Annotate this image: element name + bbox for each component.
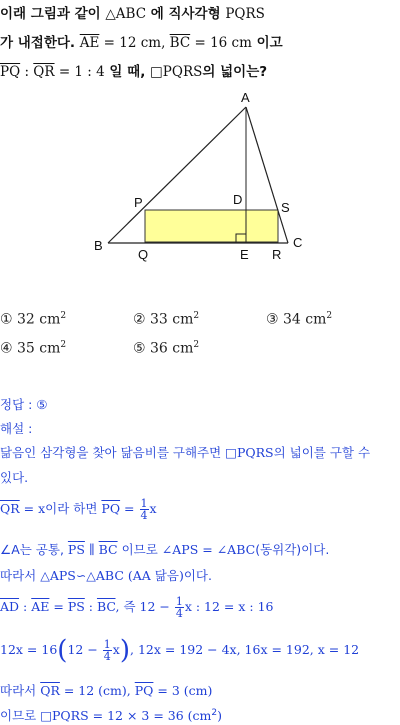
label-b: B [94, 238, 103, 253]
label-r: R [272, 247, 282, 262]
fraction-one-quarter: $\frac{1}{4}$ [140, 497, 148, 522]
problem-line-3: $\overline{PQ}$ : $\overline{QR} = 1$ : 4 일 때, □PQRS의 넓이는? [0, 64, 268, 80]
triangle-figure [0, 85, 400, 270]
choice-5[interactable]: ⑤ 36 $cm^2$ [133, 340, 200, 357]
label-e: E [240, 247, 249, 262]
choice-3[interactable]: ③ 34 $cm^2$ [266, 311, 333, 328]
solution-step-7: 이므로 □PQRS = 12 × 3 = 36 $(cm^2)$ [0, 707, 223, 723]
label-c: C [293, 235, 303, 250]
label-s: S [281, 200, 290, 215]
explanation-label: 해설 : [0, 421, 33, 436]
solution-intro-1: 닮음인 삼각형을 찾아 닮음비를 구해주면 □PQRS의 넓이를 구할 수 [0, 445, 371, 460]
solution-step-6: 따라서 $\overline{QR} = 12$ (cm), $\overline{PQ} = 3$ (cm) [0, 683, 213, 698]
problem-line-2: 가 내접한다. $\overline{AE} = 12$ cm, $\overline{BC} = 16$ cm 이고 [0, 35, 283, 51]
rectangle-pqrs [145, 210, 278, 242]
solution-step-5: 12x = 16(12 − $\frac{1}{4}$ x), 12x = 192 − 4x, 16x = 192, x = 12 [0, 635, 360, 666]
left-paren: ( [57, 635, 68, 666]
solution-step-1: $\overline{QR} = x$이라 하면 $\overline{PQ}$ = $\frac{1}{4}$ x [0, 497, 157, 522]
answer-label: 정답 : ⑤ [0, 397, 48, 412]
solution-intro-2: 있다. [0, 470, 29, 485]
label-a: A [241, 90, 250, 105]
solution-step-4: $\overline{AD}$ : $\overline{AE} = \overline{PS}$ : $\overline{BC}$, 즉 12 − $\frac{1}{4}$ x : 12 = x : 16 [0, 595, 274, 620]
choice-2[interactable]: ② 33 $cm^2$ [133, 311, 200, 328]
label-p: P [134, 195, 143, 210]
problem-line-1: 이래 그림과 같이 △ABC 에 직사각형 PQRS [0, 6, 265, 22]
solution-step-3: 따라서 △APS∽△ABC (AA 닮음)이다. [0, 568, 212, 583]
right-paren: ) [119, 635, 130, 666]
solution-step-2: ∠A는 공통, $\overline{PS}$ ∥ $\overline{BC}$ 이므로 ∠APS = ∠ABC(동위각)이다. [0, 542, 330, 557]
choice-4[interactable]: ④ 35 $cm^2$ [0, 340, 67, 357]
choice-1[interactable]: ① 32 $cm^2$ [0, 311, 67, 328]
label-d: D [233, 192, 243, 207]
fraction-one-quarter: $\frac{1}{4}$ [103, 638, 111, 663]
label-q: Q [138, 247, 149, 262]
fraction-one-quarter: $\frac{1}{4}$ [175, 595, 183, 620]
